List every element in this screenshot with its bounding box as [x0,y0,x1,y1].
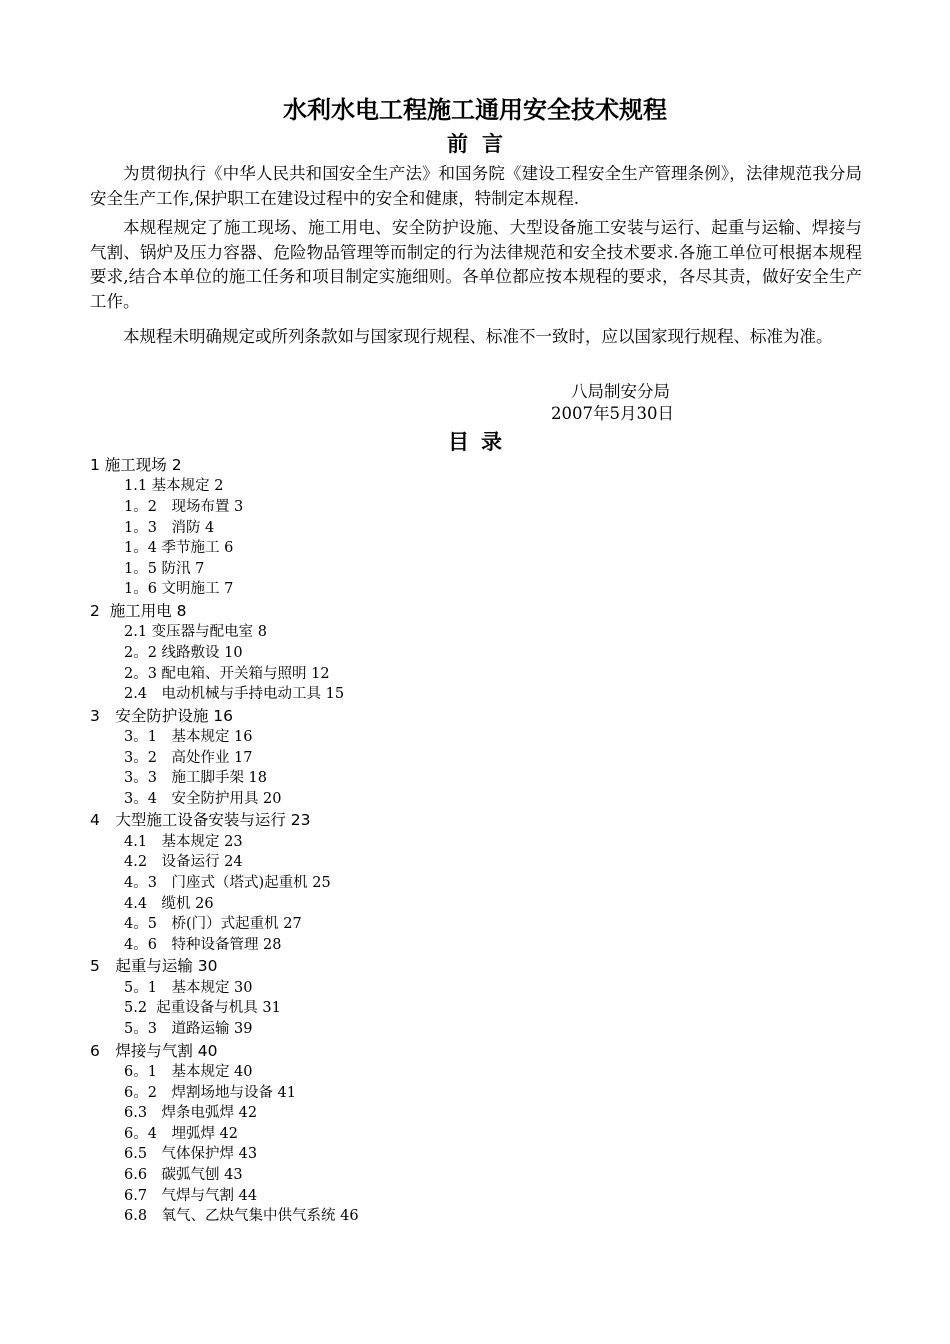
toc-section: 6。4 埋弧焊 42 [124,1125,239,1142]
toc-chapter: 1 施工现场 2 [90,456,182,474]
toc-section: 3。1 基本规定 16 [124,729,253,746]
toc-chapter: 3 安全防护设施 16 [90,706,234,725]
preface-paragraph: 为贯彻执行《中华人民共和国安全生产法》和国务院《建设工程安全生产管理条例》，法律规范我分局安全生产工作,保护职工在建设过程中的安全和健康，特制定本规程. [90,164,862,208]
preface-heading: 前言 [447,132,517,156]
toc-chapter: 4 大型施工设备安装与运行 23 [90,811,311,830]
toc-section: 6.8 氧气、乙炔气集中供气系统 46 [124,1208,359,1225]
toc-section: 5。3 道路运输 39 [124,1021,253,1038]
toc-section: 1。6 文明施工 7 [124,581,234,598]
toc-section: 3。3 施工脚手架 18 [124,770,268,787]
toc-chapter: 5 起重与运输 30 [90,957,218,976]
toc-section: 4。3 门座式（塔式)起重机 25 [124,875,331,892]
toc-section: 6.7 气焊与气割 44 [124,1187,258,1204]
toc-section: 5。1 基本规定 30 [124,979,253,996]
toc-section: 1。5 防汛 7 [124,560,205,577]
toc-section: 6.3 焊条电弧焊 42 [124,1105,258,1122]
toc-section: 3。2 高处作业 17 [124,749,253,766]
toc-section: 6。2 焊割场地与设备 41 [124,1084,297,1101]
toc-section: 3。4 安全防护用具 20 [124,790,282,807]
toc-section: 2。3 配电箱、开关箱与照明 12 [124,665,330,682]
toc-section: 1。2 现场布置 3 [124,498,244,515]
toc-section: 4.2 设备运行 24 [124,854,243,871]
toc-section: 4.4 缆机 26 [124,895,214,912]
toc-heading: 目录 [448,430,514,454]
toc-section: 1.1 基本规定 2 [124,478,224,495]
toc-section: 1。3 消防 4 [124,519,215,536]
toc-section: 6.5 气体保护焊 43 [124,1146,258,1163]
toc-section: 1。4 季节施工 6 [124,540,234,557]
document-title: 水利水电工程施工通用安全技术规程 [283,96,667,124]
toc-section: 2。2 线路敷设 10 [124,644,243,661]
toc-section: 4。5 桥(门）式起重机 27 [124,916,302,933]
toc-section: 6.6 碳弧气刨 43 [124,1166,243,1183]
toc-section: 4.1 基本规定 23 [124,833,243,850]
signature-organization: 八局制安分局 [571,382,670,401]
toc-section: 2.4 电动机械与手持电动工具 15 [124,686,345,703]
signature-date: 2007年5月30日 [551,404,674,423]
toc-section: 4。6 特种设备管理 28 [124,936,282,953]
toc-section: 6。1 基本规定 40 [124,1064,253,1080]
table-of-contents [90,454,870,1227]
preface-paragraph: 本规程未明确规定或所列条款如与国家现行规程、标准不一致时，应以国家现行规程、标准为准。 [123,327,833,346]
toc-chapter: 2 施工用电 8 [90,601,187,620]
toc-section: 5.2 起重设备与机具 31 [124,1000,281,1017]
toc-section: 2.1 变压器与配电室 8 [124,624,268,641]
preface-paragraph: 本规程规定了施工现场、施工用电、安全防护设施、大型设备施工安装与运行、起重与运输、焊接与气割、锅炉及压力容器、危险物品管理等而制定的行为法律规范和安全技术要求.各施工单位可根据本规程要求,结合本单位的施工任务和项目制定实施细则。各单位都应按本规程的要求，各尽其责，做好安全生产工作。 [90,218,862,311]
toc-chapter: 6 焊接与气割 40 [90,1041,218,1060]
